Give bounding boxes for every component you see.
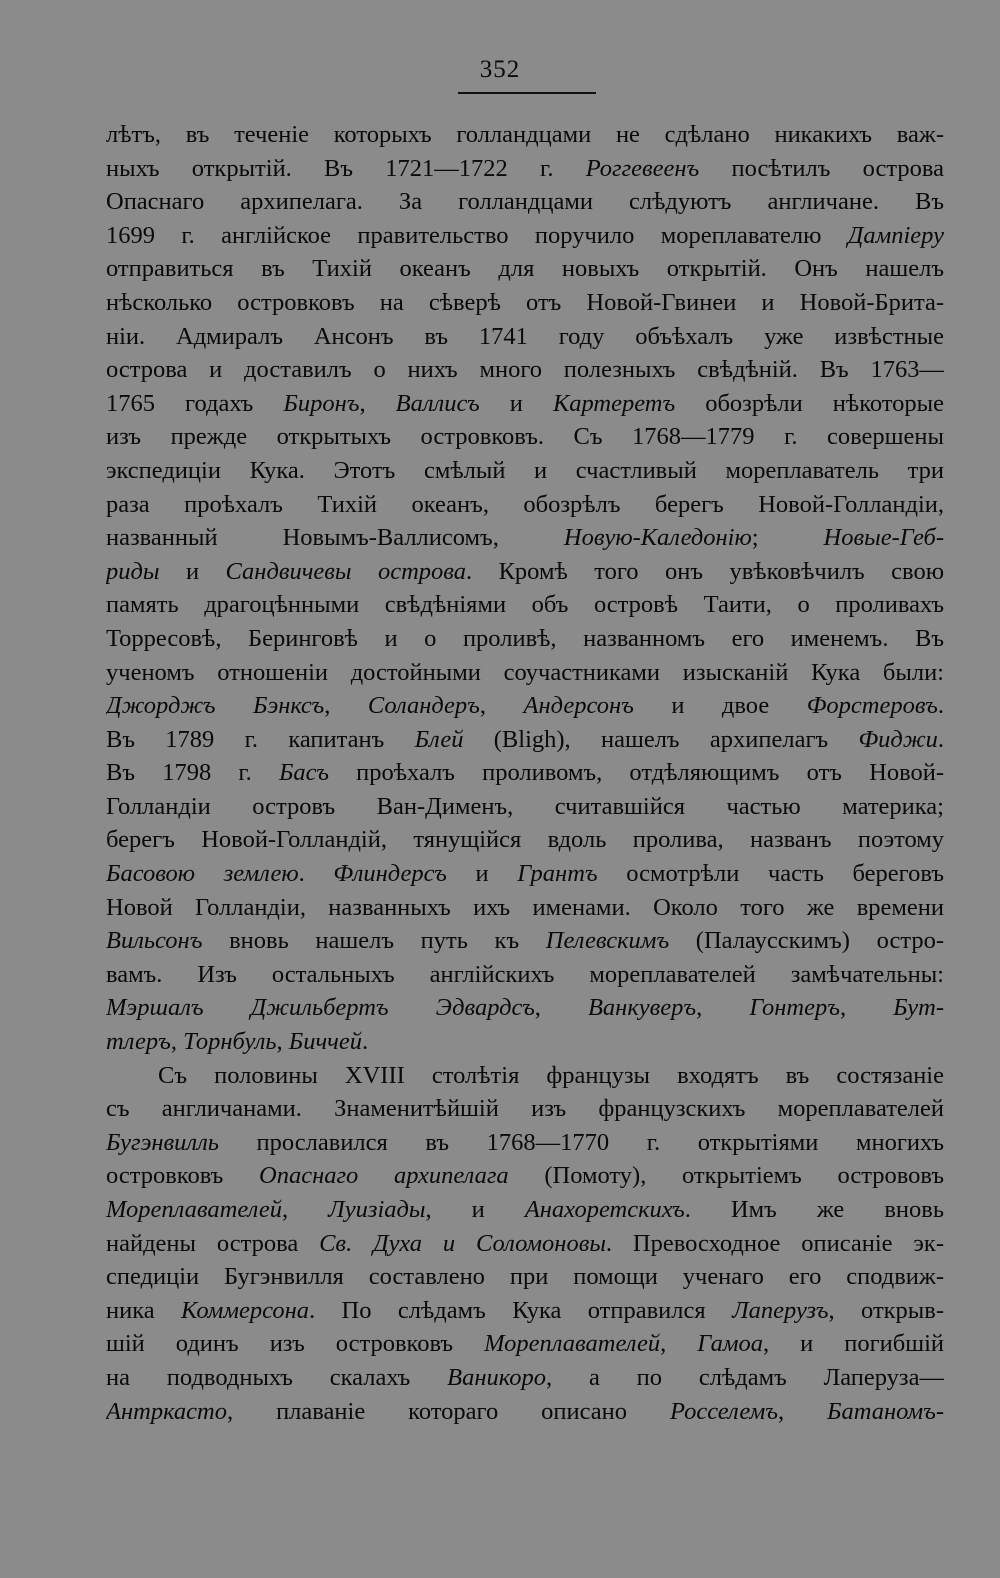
italic-text: Лаперузъ xyxy=(732,1296,829,1324)
text-run: Торресовѣ, Беринговѣ и о проливѣ, названномъ его именемъ. Въ xyxy=(106,624,944,652)
text-run: изъ прежде открытыхъ островковъ. Съ 1768—1779 г. совершены xyxy=(106,423,944,451)
text-line xyxy=(106,1159,944,1193)
text-line xyxy=(106,219,944,253)
italic-text: Джильбертъ xyxy=(250,994,389,1022)
italic-text: Гамоа xyxy=(697,1330,763,1358)
italic-text: Ваникоро xyxy=(447,1363,547,1391)
text-run: ніи. Адмиралъ Ансонъ въ 1741 году объѣхалъ уже извѣстные xyxy=(106,322,944,350)
italic-text: Биронъ xyxy=(283,389,360,417)
text-line xyxy=(106,286,944,320)
italic-text: Вильсонъ xyxy=(106,927,203,955)
text-run: посѣтилъ острова xyxy=(699,154,944,182)
text-run: (Bligh), нашелъ архипелагъ xyxy=(463,725,859,753)
text-line xyxy=(106,118,944,152)
text-run: . xyxy=(937,692,944,720)
text-run: раза проѣхалъ Тихій океанъ, обозрѣлъ берегъ Новой-Голландіи, xyxy=(106,490,944,518)
italic-text: Флиндерсъ xyxy=(333,860,447,888)
text-run: . Имъ же вновь xyxy=(684,1196,944,1223)
italic-text: Форстеровъ xyxy=(806,692,938,720)
text-run: (Палаусскимъ) остро- xyxy=(669,927,944,955)
text-line xyxy=(106,454,944,488)
text-run: берегъ Новой-Голландій, тянущійся вдоль пролива, названъ поэтому xyxy=(106,826,944,854)
text-run: , xyxy=(276,1028,289,1056)
italic-text: Андерсонъ xyxy=(523,692,634,720)
italic-text: Коммерсона xyxy=(181,1296,309,1324)
text-line xyxy=(106,991,944,1025)
text-run: , xyxy=(696,994,750,1022)
text-run: . Превосходное описаніе эк- xyxy=(605,1229,944,1257)
italic-text: Торнбуль xyxy=(183,1028,277,1056)
text-line xyxy=(106,1395,944,1429)
text-line xyxy=(106,521,944,555)
text-run: , xyxy=(534,994,588,1022)
text-run: . xyxy=(298,860,334,888)
text-run: . По слѣдамъ Кука отправился xyxy=(309,1296,733,1324)
italic-text: Мореплавателей xyxy=(484,1330,661,1358)
text-run: , xyxy=(359,389,396,417)
text-run xyxy=(204,994,251,1021)
text-line xyxy=(106,1361,944,1395)
text-run: отправиться въ Тихій океанъ для новыхъ открытій. Онъ нашелъ xyxy=(106,255,944,283)
italic-text: Басъ xyxy=(278,759,329,787)
italic-text: Валлисъ xyxy=(395,389,480,417)
page-number: 352 xyxy=(479,56,521,83)
text-line xyxy=(106,689,944,723)
text-run: вновь нашелъ путь къ xyxy=(202,927,546,955)
text-run: , xyxy=(839,994,894,1022)
text-line xyxy=(106,387,944,421)
text-line xyxy=(106,723,944,757)
text-run: Въ 1789 г. капитанъ xyxy=(106,725,415,753)
text-run: вамъ. Изъ остальныхъ англійскихъ мореплавателей замѣчательны: xyxy=(106,960,944,988)
italic-text: тлеръ xyxy=(106,1028,171,1056)
text-run: и двое xyxy=(633,692,807,720)
text-run xyxy=(389,994,436,1021)
text-line xyxy=(106,656,944,690)
text-line xyxy=(106,1227,944,1261)
text-run: , xyxy=(170,1028,184,1056)
italic-text: Росселемъ xyxy=(670,1397,778,1425)
italic-text: Луизіады xyxy=(328,1196,426,1223)
italic-text: Басовою землею xyxy=(106,860,299,888)
text-run: память драгоцѣнными свѣдѣніями объ островѣ Таити, о проливахъ xyxy=(106,591,944,619)
text-run: ныхъ открытій. Въ 1721—1722 г. xyxy=(106,154,586,182)
text-line xyxy=(106,1059,944,1093)
text-run: острова и доставилъ о нихъ много полезныхъ свѣдѣній. Въ 1763— xyxy=(106,356,944,384)
text-run: спедиціи Бугэнвилля составлено при помощи ученаго его сподвиж- xyxy=(106,1263,944,1291)
text-line xyxy=(106,1092,944,1126)
text-run: и xyxy=(479,389,553,417)
text-run: съ англичанами. Знаменитѣйшій изъ французскихъ мореплавателей xyxy=(106,1095,944,1123)
text-run: на подводныхъ скалахъ xyxy=(106,1363,448,1391)
italic-text: Сандвичевы острова xyxy=(225,557,467,585)
italic-text: Мэршалъ xyxy=(106,994,204,1022)
text-line xyxy=(106,488,944,522)
italic-text: Мореплавателей xyxy=(106,1196,283,1223)
text-run: экспедиціи Кука. Этотъ смѣлый и счастливый мореплаватель три xyxy=(106,456,944,484)
text-run: . xyxy=(937,725,944,753)
italic-text: Новую-Каледонію xyxy=(563,524,752,552)
text-line xyxy=(106,420,944,454)
text-line xyxy=(106,588,944,622)
text-run: Въ 1798 г. xyxy=(106,759,279,787)
text-run: , открыв- xyxy=(828,1296,944,1324)
text-line xyxy=(106,252,944,286)
text-line xyxy=(106,353,944,387)
text-line xyxy=(106,1025,944,1059)
text-run: 1699 г. англійское правительство поручило мореплавателю xyxy=(106,221,848,249)
italic-text: Антркасто xyxy=(106,1397,227,1425)
text-run: прославился въ 1768—1770 г. открытіями многихъ xyxy=(218,1128,944,1156)
text-line xyxy=(106,622,944,656)
text-run: , и погибшій xyxy=(762,1330,944,1358)
italic-text: Соландеръ xyxy=(367,692,480,720)
text-line xyxy=(106,1126,944,1160)
text-run: Новой Голландіи, названныхъ ихъ именами. Около того же времени xyxy=(106,893,944,921)
italic-text: Пелевскимъ xyxy=(545,927,670,955)
text-line xyxy=(106,320,944,354)
text-line xyxy=(106,823,944,857)
text-run: ника xyxy=(106,1296,182,1324)
text-line xyxy=(106,756,944,790)
italic-text: Фиджи xyxy=(858,725,938,753)
text-run: (Помоту), открытіемъ острововъ xyxy=(508,1162,944,1190)
italic-text: Грантъ xyxy=(517,860,598,888)
text-run: Голландіи островъ Ван-Дименъ, считавшійся частью материка; xyxy=(106,792,944,820)
text-run: лѣтъ, въ теченіе которыхъ голландцами не сдѣлано никакихъ важ- xyxy=(106,121,944,148)
italic-text: Св. Духа и Соломоновы xyxy=(319,1229,606,1257)
italic-text: Роггевеенъ xyxy=(585,154,700,182)
header-rule xyxy=(458,92,596,94)
text-run: Опаснаго архипелага. За голландцами слѣдуютъ англичане. Въ xyxy=(106,188,944,216)
text-line xyxy=(106,1260,944,1294)
text-line xyxy=(106,152,944,186)
text-line xyxy=(106,185,944,219)
text-run: нѣсколько островковъ на сѣверѣ отъ Новой-Гвинеи и Новой-Брита- xyxy=(106,288,944,316)
text-line xyxy=(106,891,944,925)
italic-text: Батаномъ xyxy=(827,1397,936,1425)
text-run: и xyxy=(446,860,518,888)
text-run: обозрѣли нѣкоторые xyxy=(675,389,944,417)
text-run: , xyxy=(324,692,368,720)
italic-text: Гонтеръ xyxy=(749,994,840,1022)
text-run: . xyxy=(361,1028,369,1056)
text-run: . Кромѣ того онъ увѣковѣчилъ свою xyxy=(466,557,944,585)
text-run: - xyxy=(935,1397,944,1425)
italic-text: Новые-Геб- xyxy=(823,524,944,552)
italic-text: Бут- xyxy=(893,994,944,1022)
text-line xyxy=(106,1294,944,1328)
text-run: найдены острова xyxy=(106,1229,320,1257)
text-run: проѣхалъ проливомъ, отдѣляющимъ отъ Новой- xyxy=(328,759,944,787)
text-run: ; xyxy=(751,524,824,552)
text-run: , и xyxy=(425,1196,525,1223)
italic-text: Джорджъ Бэнксъ xyxy=(106,692,325,720)
text-run: , xyxy=(660,1330,698,1358)
body-text xyxy=(106,118,944,1428)
text-run: , плаваніе котораго описано xyxy=(226,1397,671,1425)
text-line xyxy=(106,958,944,992)
italic-text: Бугэнвилль xyxy=(106,1128,219,1156)
text-line xyxy=(106,857,944,891)
italic-text: риды xyxy=(106,557,160,585)
italic-text: Биччей xyxy=(288,1028,362,1056)
italic-text: Картеретъ xyxy=(552,389,676,417)
text-line xyxy=(106,1327,944,1361)
text-run: осмотрѣли часть береговъ xyxy=(597,860,944,888)
text-line xyxy=(106,555,944,589)
text-run: и xyxy=(159,557,226,585)
italic-text: Ванкуверъ xyxy=(587,994,697,1022)
text-line xyxy=(106,1193,944,1227)
text-run: шій одинъ изъ островковъ xyxy=(106,1330,485,1358)
text-run: , а по слѣдамъ Лаперуза— xyxy=(546,1363,944,1391)
text-run: Съ половины XVIII столѣтія французы входятъ въ состязаніе xyxy=(158,1061,944,1089)
italic-text: Опаснаго архипелага xyxy=(259,1162,509,1190)
italic-text: Блей xyxy=(414,725,464,753)
text-run: , xyxy=(777,1397,828,1425)
text-run: 1765 годахъ xyxy=(106,389,284,417)
text-run: названный Новымъ-Валлисомъ, xyxy=(106,524,564,552)
text-line xyxy=(106,790,944,824)
italic-text: Анахоретскихъ xyxy=(524,1196,685,1223)
text-run: островковъ xyxy=(106,1162,260,1190)
text-run: ученомъ отношеніи достойными соучастниками изысканій Кука были: xyxy=(106,658,944,686)
text-run: , xyxy=(479,692,524,720)
text-run: , xyxy=(282,1196,329,1223)
italic-text: Дампіеру xyxy=(847,221,944,249)
italic-text: Эдвардсъ xyxy=(435,994,535,1022)
text-line xyxy=(106,924,944,958)
